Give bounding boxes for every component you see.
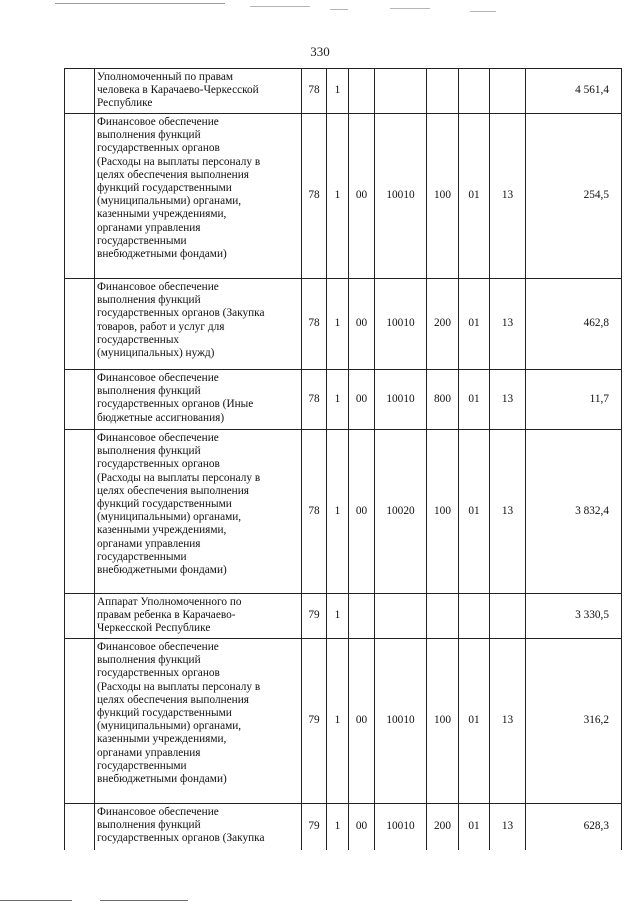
scan-edge-line [55, 3, 225, 4]
blank-cell [65, 114, 95, 279]
row-name: Финансовое обеспечение выполнения функций государственных органов (Иные бюджетные ассигнования) [95, 370, 302, 430]
table-row [65, 69, 622, 114]
blank-cell [65, 69, 95, 114]
row-name: Аппарат Уполномоченного по правам ребенка в Карачаево- Черкесской Республике [95, 594, 302, 639]
code-cell: 00 [349, 370, 375, 430]
blank-cell [65, 370, 95, 430]
table-row [65, 639, 622, 804]
code-cell: 79 [302, 639, 327, 804]
blank-cell [65, 430, 95, 594]
code-cell: 79 [302, 804, 327, 850]
code-cell: 1 [327, 114, 349, 279]
code-cell: 00 [349, 114, 375, 279]
code-cell: 1 [327, 370, 349, 430]
code-cell: 10020 [375, 430, 427, 594]
code-cell: 01 [459, 279, 490, 370]
code-cell: 13 [490, 279, 526, 370]
code-cell [490, 69, 526, 114]
code-cell: 200 [427, 279, 459, 370]
code-cell: 100 [427, 430, 459, 594]
table-row [65, 594, 622, 639]
code-cell: 13 [490, 114, 526, 279]
scan-speck [330, 9, 348, 10]
code-cell: 100 [427, 639, 459, 804]
code-cell: 00 [349, 639, 375, 804]
code-cell [349, 594, 375, 639]
amount-cell: 3 330,5 [526, 594, 622, 639]
code-cell: 100 [427, 114, 459, 279]
table-row [65, 804, 622, 850]
code-cell: 10010 [375, 370, 427, 430]
scan-speck [250, 6, 310, 7]
code-cell: 78 [302, 430, 327, 594]
amount-cell: 3 832,4 [526, 430, 622, 594]
code-cell: 1 [327, 594, 349, 639]
code-cell: 200 [427, 804, 459, 850]
code-cell: 78 [302, 69, 327, 114]
blank-cell [65, 279, 95, 370]
code-cell [459, 594, 490, 639]
table-row [65, 279, 622, 370]
table-row [65, 114, 622, 279]
code-cell: 10010 [375, 804, 427, 850]
code-cell [375, 69, 427, 114]
code-cell [349, 69, 375, 114]
amount-cell: 462,8 [526, 279, 622, 370]
code-cell: 13 [490, 370, 526, 430]
code-cell [427, 594, 459, 639]
code-cell: 800 [427, 370, 459, 430]
row-name: Уполномоченный по правам человека в Карачаево-Черкесской Республике [95, 69, 302, 114]
code-cell: 01 [459, 430, 490, 594]
amount-cell: 316,2 [526, 639, 622, 804]
code-cell: 10010 [375, 639, 427, 804]
code-cell: 13 [490, 430, 526, 594]
blank-cell [65, 594, 95, 639]
code-cell: 13 [490, 804, 526, 850]
table-row [65, 430, 622, 594]
scan-edge-line [100, 900, 188, 901]
code-cell: 00 [349, 430, 375, 594]
blank-cell [65, 639, 95, 804]
amount-cell: 628,3 [526, 804, 622, 850]
amount-cell: 11,7 [526, 370, 622, 430]
amount-cell: 254,5 [526, 114, 622, 279]
code-cell: 01 [459, 114, 490, 279]
scan-footer-lines [0, 897, 640, 905]
scan-edge-line [0, 900, 72, 901]
code-cell: 78 [302, 370, 327, 430]
code-cell: 10010 [375, 114, 427, 279]
table-row [65, 370, 622, 430]
code-cell: 79 [302, 594, 327, 639]
blank-cell [65, 804, 95, 850]
code-cell: 78 [302, 114, 327, 279]
code-cell: 78 [302, 279, 327, 370]
code-cell: 01 [459, 370, 490, 430]
code-cell [427, 69, 459, 114]
code-cell: 1 [327, 69, 349, 114]
budget-table [64, 68, 622, 850]
code-cell: 1 [327, 279, 349, 370]
row-name: Финансовое обеспечение выполнения функций государственных органов (Закупка [95, 804, 302, 850]
row-name: Финансовое обеспечение выполнения функций государственных органов (Расходы на выплаты персоналу в целях обеспечения выполнения функций государственными (муниципальными) органами, казенными учреждениями, органами управления государственными внебюджетными фондами) [95, 114, 302, 279]
code-cell: 01 [459, 639, 490, 804]
code-cell: 13 [490, 639, 526, 804]
code-cell [459, 69, 490, 114]
code-cell: 1 [327, 430, 349, 594]
row-name: Финансовое обеспечение выполнения функций государственных органов (Закупка товаров, работ и услуг для государственных (муниципальных) нужд) [95, 279, 302, 370]
code-cell: 1 [327, 639, 349, 804]
code-cell: 01 [459, 804, 490, 850]
scan-speck [390, 8, 430, 9]
code-cell: 00 [349, 279, 375, 370]
code-cell: 10010 [375, 279, 427, 370]
scan-speck [470, 11, 496, 12]
code-cell: 00 [349, 804, 375, 850]
page-number: 330 [310, 44, 330, 59]
row-name: Финансовое обеспечение выполнения функций государственных органов (Расходы на выплаты персоналу в целях обеспечения выполнения функций государственными (муниципальными) органами, казенными учреждениями, органами управления государственными внебюджетными фондами) [95, 639, 302, 804]
code-cell [375, 594, 427, 639]
scan-artifacts [0, 0, 640, 18]
code-cell: 1 [327, 804, 349, 850]
code-cell [490, 594, 526, 639]
row-name: Финансовое обеспечение выполнения функций государственных органов (Расходы на выплаты персоналу в целях обеспечения выполнения функций государственными (муниципальными) органами, казенными учреждениями, органами управления государственными внебюджетными фондами) [95, 430, 302, 594]
amount-cell: 4 561,4 [526, 69, 622, 114]
